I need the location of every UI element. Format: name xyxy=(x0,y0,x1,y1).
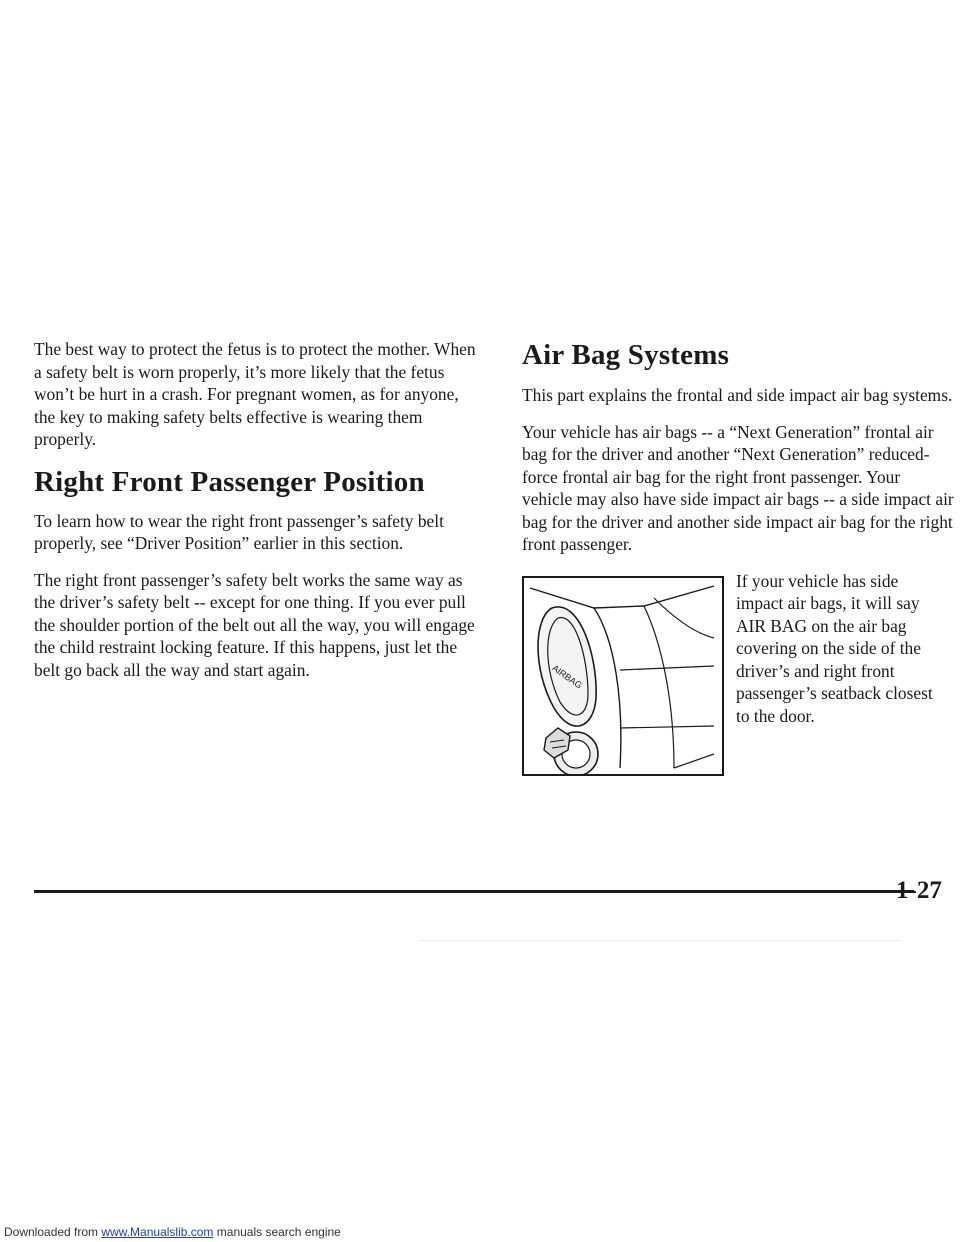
footer-rule xyxy=(34,890,914,893)
seatback-drawing xyxy=(524,578,722,774)
intro-paragraph: The best way to protect the fetus is to protect the mother. When a safety belt is worn properly, it’s more likely that the fetus won’t be hurt in a crash. For pregnant women, as for anyone, the key to making safety belts effective is wearing them properly. xyxy=(34,339,476,449)
figure-row xyxy=(522,570,954,782)
seatback-airbag-illustration xyxy=(522,576,724,776)
paragraph-wear-belt: To learn how to wear the right front passenger’s safety belt properly, see “Driver Position” earlier in this section. xyxy=(34,510,444,553)
paragraph-air-bags: Your vehicle has air bags -- a “Next Generation” frontal air bag for the driver and another “Next Generation” reduced-force frontal air bag for the right front passenger. Your vehicle may also have side impact air bags -- a side impact air bag for the driver and another side impact air bag for the right front passenger. xyxy=(522,421,954,554)
right-column xyxy=(522,338,954,782)
figure-caption: If your vehicle has side impact air bags, it will say AIR BAG on the air bag covering on the side of the driver’s and right front passenger’s seatback closest to the door. xyxy=(736,570,933,726)
footer-suffix: manuals search engine xyxy=(213,1225,341,1239)
faint-divider xyxy=(420,940,900,941)
section-heading-right-front-passenger: Right Front Passenger Position xyxy=(34,465,425,498)
paragraph-belt-works: The right front passenger’s safety belt works the same way as the driver’s safety belt -- except for one thing. If you ever pull the shoulder portion of the belt out all the way, you will engage the child restraint locking feature. If this happens, just let the belt go back all the way and start again. xyxy=(34,569,475,680)
left-column xyxy=(34,338,484,695)
page-number: 1-27 xyxy=(896,877,942,904)
paragraph-explains: This part explains the frontal and side impact air bag systems. xyxy=(522,385,953,405)
footer-prefix: Downloaded from xyxy=(4,1225,102,1239)
airbag-label: AIRBAG xyxy=(550,662,584,691)
manualslib-link[interactable]: www.Manualslib.com xyxy=(101,1225,214,1239)
download-footer xyxy=(4,1225,341,1239)
section-heading-air-bag-systems: Air Bag Systems xyxy=(522,339,730,371)
